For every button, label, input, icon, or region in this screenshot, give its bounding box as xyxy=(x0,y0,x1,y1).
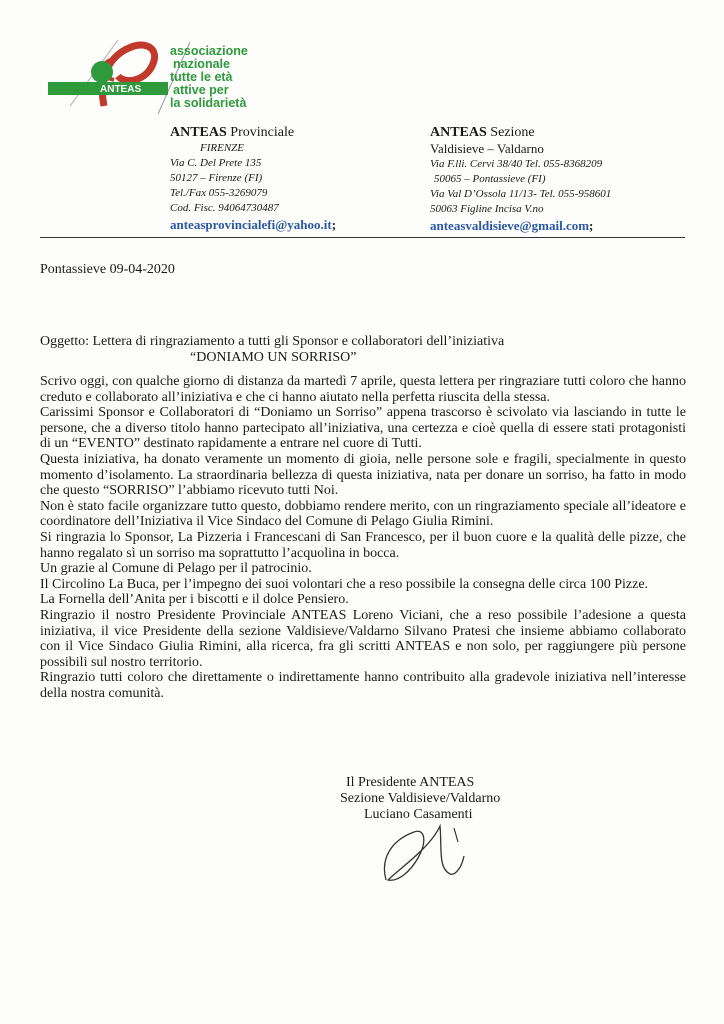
subject-line: Oggetto: Lettera di ringraziamento a tutti gli Sponsor e collaboratori dell’iniziativa xyxy=(40,334,505,349)
provincial-title-rest: Provinciale xyxy=(226,125,295,140)
provincial-title-bold: ANTEAS xyxy=(170,125,227,140)
section-title xyxy=(430,124,700,141)
section-email-line xyxy=(430,218,700,234)
provincial-phone: Tel./Fax 055-3269079 xyxy=(170,187,268,199)
body-paragraph: Ringrazio il nostro Presidente Provinciale ANTEAS Loreno Viciani, che a reso possibile l’adesione a questa iniziativa, il vice Presidente della sezione Valdisieve/Valdarno Silvano Pratesi che insieme abbiamo collaborato con il Vice Sindaco Giulia Rimini, alla ricerca, fra gli scritti ANTEAS e non solo, per raggiungere più persone possibili sul nostro territorio. xyxy=(40,607,686,670)
signature-role: Il Presidente ANTEAS xyxy=(346,775,475,790)
body-paragraph: Un grazie al Comune di Pelago per il patrocinio. xyxy=(40,561,312,577)
section-address-2: Via Val D’Ossola 11/13- Tel. 055-958601 xyxy=(430,188,612,200)
body-paragraph: Ringrazio tutti coloro che direttamente o indirettamente hanno contribuito alla gradevole iniziativa nell’interesse della nostra comunità. xyxy=(40,670,686,701)
provincial-tax-code: Cod. Fisc. 94064730487 xyxy=(170,202,279,214)
section-postcode-1: 50065 – Pontassieve (FI) xyxy=(434,173,546,185)
org-name-line: tutte le età xyxy=(170,70,233,84)
body-paragraph: Scrivo oggi, con qualche giorno di distanza da martedì 7 aprile, questa lettera per ringraziare tutti coloro che hanno creduto e collaborato all’iniziativa e che ci hanno aiutato nella perfetta riuscita della stessa. xyxy=(40,374,686,405)
section-email-suffix: ; xyxy=(589,218,594,233)
provincial-email-line xyxy=(170,217,380,233)
body-paragraph: La Fornella dell’Anita per i biscotti e il dolce Pensiero. xyxy=(40,592,349,608)
section-title-rest: Sezione xyxy=(486,125,535,140)
letter-subject xyxy=(40,334,690,366)
signature-block xyxy=(340,775,500,823)
org-name-line: la solidarietà xyxy=(170,96,247,110)
provincial-email-suffix: ; xyxy=(331,217,337,232)
section-title-bold: ANTEAS xyxy=(430,125,487,140)
letter-date: Pontassieve 09-04-2020 xyxy=(40,262,175,277)
section-email-link[interactable]: anteasvaldisieve@gmail.com xyxy=(430,218,590,233)
subject-initiative-name: “DONIAMO UN SORRISO” xyxy=(190,350,357,365)
handwritten-signature-icon xyxy=(370,818,480,888)
org-name-line: nazionale xyxy=(173,57,230,71)
org-name-line: associazione xyxy=(170,44,248,58)
letter-body xyxy=(40,374,686,701)
org-name-line: attive per xyxy=(173,83,229,97)
section-subtitle: Valdisieve – Valdarno xyxy=(430,141,544,156)
body-paragraph: Questa iniziativa, ha donato veramente un momento di gioia, nelle persone sole e fragili, specialmente in questo momento d’isolamento. La straordinaria bellezza di questa iniziativa, nata per donare un sorriso, ha fatto in modo che questo “SORRISO” l’abbiamo ricevuto tutti Noi. xyxy=(40,451,686,499)
body-paragraph: Carissimi Sponsor e Collaboratori di “Doniamo un Sorriso” appena trascorso è scivolato via lasciando in tutte le persone, che a diverso titolo hanno partecipato all’iniziativa, una certezza e cioè quella di essere stati protagonisti di un “EVENTO” destinato rapidamente a entrare nel cuore di Tutti. xyxy=(40,405,686,452)
logo-text: ANTEAS xyxy=(100,84,142,95)
header-divider xyxy=(40,237,685,238)
provincial-title xyxy=(170,124,380,141)
provincial-address: Via C. Del Prete 135 xyxy=(170,157,262,169)
signature-section: Sezione Valdisieve/Valdarno xyxy=(340,791,501,806)
provincial-email-link[interactable]: anteasprovincialefi@yahoo.it xyxy=(170,217,332,232)
provincial-postcode: 50127 – Firenze (FI) xyxy=(170,172,263,184)
provincial-office-header xyxy=(170,124,380,233)
organization-name xyxy=(170,45,320,110)
section-address-1: Via F.lli. Cervi 38/40 Tel. 055-8368209 xyxy=(430,158,603,170)
anteas-logo-icon xyxy=(40,36,190,114)
signature-name: Luciano Casamenti xyxy=(364,807,473,822)
body-paragraph: Il Circolino La Buca, per l’impegno dei suoi volontari che a reso possibile la consegna delle circa 100 Pizze. xyxy=(40,576,649,592)
provincial-city: FIRENZE xyxy=(200,142,244,154)
body-paragraph: Si ringrazia lo Sponsor, La Pizzeria i Francescani di San Francesco, per il buon cuore e la qualità delle pizze, che hanno regalato sì un sorriso ma soprattutto l’acquolina in bocca. xyxy=(40,529,686,561)
section-postcode-2: 50063 Figline Incisa V.no xyxy=(430,203,544,215)
body-paragraph: Non è stato facile organizzare tutto questo, dobbiamo rendere merito, con un ringraziamento speciale all’ideatore e coordinatore dell’Iniziativa il Vice Sindaco del Comune di Pelago Giulia Rimini. xyxy=(40,498,686,530)
section-office-header xyxy=(430,124,700,234)
